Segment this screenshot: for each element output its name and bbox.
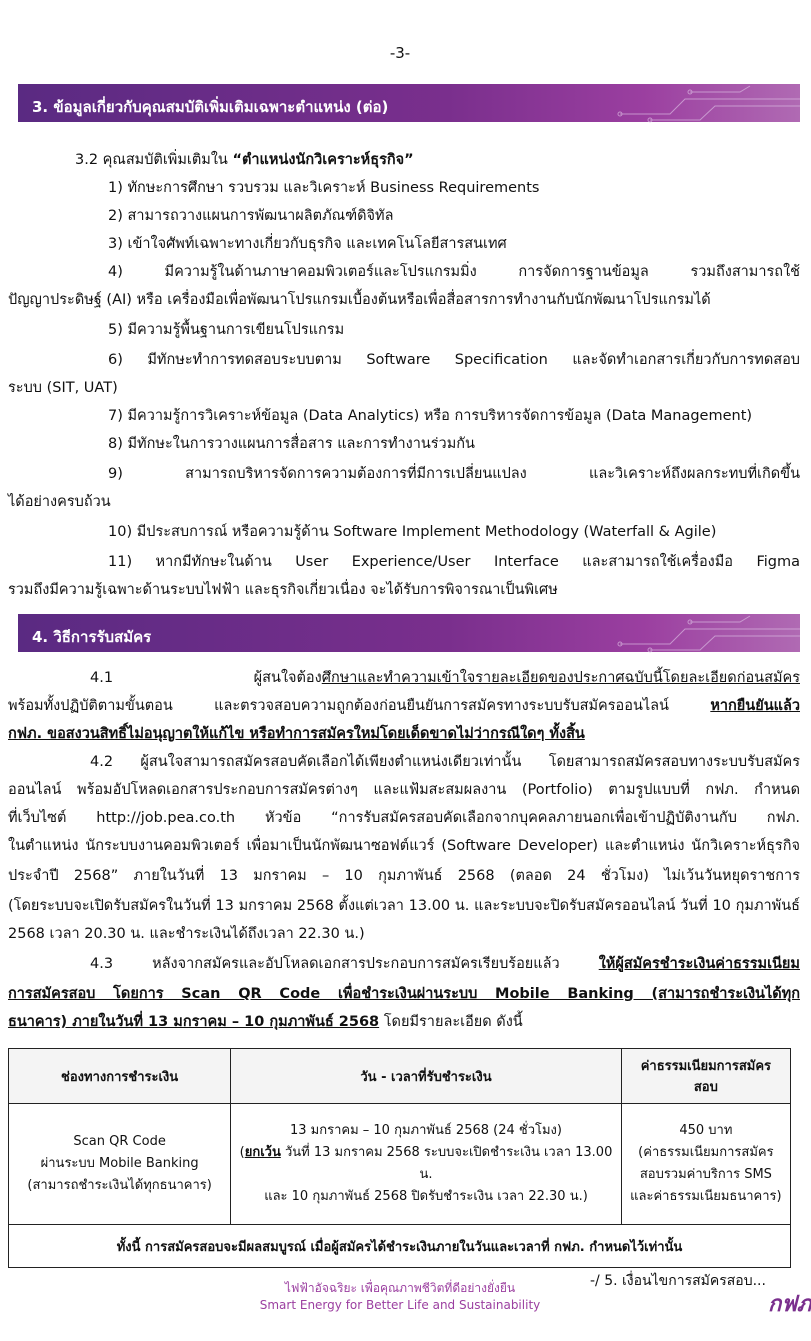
qualification-item: 1) ทักษะการศึกษา รวบรวม และวิเคราะห์ Business Requirements bbox=[108, 180, 540, 196]
section-3-header bbox=[18, 84, 800, 122]
text-span: วันที่ 13 มกราคม 2568 ระบบจะเปิดชำระเงิน เวลา 13.00 น. bbox=[280, 1145, 613, 1182]
paragraph-4-1-line bbox=[90, 668, 800, 688]
table-note: ทั้งนี้ การสมัครสอบจะมีผลสมบูรณ์ เมื่อผู้สมัครได้ชำระเงินภายในวันและเวลาที่ กฟภ. กำหนดไว้เท่านั้น bbox=[9, 1225, 791, 1268]
cell-line: และ 10 กุมภาพันธ์ 2568 ปิดรับชำระเงิน เวลา 22.30 น.) bbox=[264, 1189, 588, 1204]
qualification-item-cont: ได้อย่างครบถ้วน bbox=[8, 494, 111, 510]
paragraph-4-3-line: การสมัครสอบ โดยการ Scan QR Code เพื่อชำระเงินผ่านระบบ Mobile Banking (สามารถชำระเงินได้ทุก bbox=[8, 986, 800, 1002]
cell-line: 13 มกราคม – 10 กุมภาพันธ์ 2568 (24 ชั่วโมง) bbox=[289, 1123, 562, 1138]
paragraph-4-3-line bbox=[8, 1012, 523, 1032]
qualification-item: 5) มีความรู้พื้นฐานการเขียนโปรแกรม bbox=[108, 322, 345, 338]
qualification-item: 11) หากมีทักษะในด้าน User Experience/User Interface และสามารถใช้เครื่องมือ Figma bbox=[108, 554, 800, 570]
qualification-item-cont: ปัญญาประดิษฐ์ (AI) หรือ เครื่องมือเพื่อพัฒนาโปรแกรมเบื้องต้นหรือเพื่อสื่อสารการทำงานกับนักพัฒนาโปรแกรมได้ bbox=[8, 292, 711, 308]
footer-slogan-english: Smart Energy for Better Life and Sustainability bbox=[259, 1298, 541, 1312]
pea-logo-icon: กฟภ bbox=[768, 1292, 811, 1317]
subsection-3-2 bbox=[75, 150, 414, 170]
paragraph-4-1-warning: กฟภ. ขอสงวนสิทธิ์ไม่อนุญาตให้แก้ไข หรือทำการสมัครใหม่โดยเด็ดขาดไม่ว่ากรณีใดๆ ทั้งสิ้น bbox=[8, 726, 585, 742]
qualification-item: 10) มีประสบการณ์ หรือความรู้ด้าน Software Implement Methodology (Waterfall & Agile) bbox=[108, 524, 717, 540]
cell-line bbox=[232, 1142, 620, 1186]
paragraph-4-3-line bbox=[90, 954, 800, 974]
payment-channel-cell bbox=[9, 1104, 231, 1225]
section-3-title: 3. ข้อมูลเกี่ยวกับคุณสมบัติเพิ่มเติมเฉพาะตำแหน่ง (ต่อ) bbox=[32, 98, 389, 116]
underlined-text: ให้ผู้สมัครชำระเงินค่าธรรมเนียม bbox=[598, 956, 800, 972]
paragraph-4-2-line: 2568 เวลา 20.30 น. และชำระเงินได้ถึงเวลา 22.30 น.) bbox=[8, 926, 365, 942]
qualification-item: 6) มีทักษะทำการทดสอบระบบตาม Software Specification และจัดทำเอกสารเกี่ยวกับการทดสอบ bbox=[108, 352, 800, 368]
cell-line: และค่าธรรมเนียมธนาคาร) bbox=[630, 1189, 782, 1204]
subsection-position: “ตำแหน่งนักวิเคราะห์ธุรกิจ” bbox=[232, 152, 414, 168]
cell-line: Scan QR Code bbox=[73, 1134, 166, 1149]
table-note-row bbox=[9, 1225, 791, 1268]
qualification-item: 8) มีทักษะในการวางแผนการสื่อสาร และการทำงานร่วมกัน bbox=[108, 436, 475, 452]
column-header-line: ค่าธรรมเนียมการสมัคร bbox=[640, 1059, 772, 1074]
underlined-text: หากยืนยันแล้ว bbox=[710, 698, 800, 714]
paragraph-4-2-line: ออนไลน์ พร้อมอัปโหลดเอกสารประกอบการสมัครต่างๆ และแฟ้มสะสมผลงาน (Portfolio) ตามรูปแบบที่ กฟภ. กำหนด bbox=[8, 782, 800, 798]
paragraph-4-2-line: ในตำแหน่ง นักระบบงานคอมพิวเตอร์ เพื่อมาเป็นนักพัฒนาซอฟต์แวร์ (Software Developer) และตำแหน่ง นักวิเคราะห์ธุรกิจ bbox=[8, 838, 800, 854]
cell-line: สอบรวมค่าบริการ SMS bbox=[639, 1167, 772, 1182]
column-header-line: สอบ bbox=[693, 1080, 718, 1095]
qualification-item: 3) เข้าใจศัพท์เฉพาะทางเกี่ยวกับธุรกิจ และเทคโนโลยีสารสนเทศ bbox=[108, 236, 507, 252]
underlined-text: ยกเว้น bbox=[244, 1145, 281, 1160]
cell-line: (สามารถชำระเงินได้ทุกธนาคาร) bbox=[27, 1178, 212, 1193]
cell-line: (ค่าธรรมเนียมการสมัคร bbox=[638, 1145, 774, 1160]
page-number: -3- bbox=[389, 44, 411, 62]
qualification-item-cont: รวมถึงมีความรู้เฉพาะด้านระบบไฟฟ้า และธุรกิจเกี่ยวเนื่อง จะได้รับการพิจารณาเป็นพิเศษ bbox=[8, 582, 558, 598]
continuation-marker: -/ 5. เงื่อนไขการสมัครสอบ... bbox=[590, 1273, 766, 1289]
section-4-title: 4. วิธีการรับสมัคร bbox=[32, 628, 152, 646]
paragraph-4-1-line bbox=[8, 696, 800, 716]
cell-line: ผ่านระบบ Mobile Banking bbox=[40, 1156, 199, 1171]
qualification-item: 2) สามารถวางแผนการพัฒนาผลิตภัณฑ์ดิจิทัล bbox=[108, 208, 394, 224]
column-header: วัน - เวลาที่รับชำระเงิน bbox=[231, 1049, 622, 1104]
qualification-item-cont: ระบบ (SIT, UAT) bbox=[8, 380, 118, 396]
paragraph-4-2-line: (โดยระบบจะเปิดรับสมัครในวันที่ 13 มกราคม 2568 ตั้งแต่เวลา 13.00 น. และระบบจะปิดรับสมัครออนไลน์ วันที่ 10 กุมภาพันธ์ bbox=[8, 898, 800, 914]
underlined-text: ธนาคาร) ภายในวันที่ 13 มกราคม – 10 กุมภาพันธ์ 2568 bbox=[8, 1014, 380, 1030]
paragraph-4-2-line: ประจำปี 2568” ภายในวันที่ 13 มกราคม – 10 กุมภาพันธ์ 2568 (ตลอด 24 ชั่วโมง) ไม่เว้นวันหยุดราชการ bbox=[8, 868, 800, 884]
text-span: ( bbox=[239, 1145, 245, 1160]
text-span: 4.1 ผู้สนใจต้อง bbox=[90, 670, 322, 686]
footer-slogan-thai: ไฟฟ้าอัจฉริยะ เพื่อคุณภาพชีวิตที่ดีอย่างยั่งยืน bbox=[284, 1281, 516, 1295]
table-row bbox=[9, 1104, 791, 1225]
paragraph-4-2-line: ที่เว็บไซต์ http://job.pea.co.th หัวข้อ “การรับสมัครสอบคัดเลือกจากบุคคลภายนอกเพื่อเข้าปฏิบัติงานกับ กฟภ. bbox=[8, 810, 800, 826]
circuit-decoration-icon bbox=[580, 84, 800, 122]
text-span: 4.3 หลังจากสมัครและอัปโหลดเอกสารประกอบการสมัครเรียบร้อยแล้ว bbox=[90, 956, 599, 972]
qualification-item: 9) สามารถบริหารจัดการความต้องการที่มีการเปลี่ยนแปลง และวิเคราะห์ถึงผลกระทบที่เกิดขึ้น bbox=[108, 466, 800, 482]
qualification-item: 4) มีความรู้ในด้านภาษาคอมพิวเตอร์และโปรแกรมมิ่ง การจัดการฐานข้อมูล รวมถึงสามารถใช้ bbox=[108, 264, 800, 280]
text-span: โดยมีรายละเอียด ดังนี้ bbox=[379, 1014, 523, 1030]
column-header bbox=[621, 1049, 790, 1104]
column-header: ช่องทางการชำระเงิน bbox=[9, 1049, 231, 1104]
underlined-text: ศึกษาและทำความเข้าใจรายละเอียดของประกาศฉบับนี้โดยละเอียดก่อนสมัคร bbox=[321, 670, 800, 686]
fee-cell bbox=[621, 1104, 790, 1225]
subsection-prefix: 3.2 คุณสมบัติเพิ่มเติมใน bbox=[75, 152, 233, 168]
table-header-row bbox=[9, 1049, 791, 1104]
paragraph-4-2-line: 4.2 ผู้สนใจสามารถสมัครสอบคัดเลือกได้เพียงตำแหน่งเดียวเท่านั้น โดยสามารถสมัครสอบทางระบบรับสมัคร bbox=[90, 754, 800, 770]
payment-time-cell bbox=[231, 1104, 622, 1225]
text-span: พร้อมทั้งปฏิบัติตามขั้นตอน และตรวจสอบความถูกต้องก่อนยืนยันการสมัครทางระบบรับสมัครออนไลน์ bbox=[8, 698, 711, 714]
qualification-item: 7) มีความรู้การวิเคราะห์ข้อมูล (Data Analytics) หรือ การบริหารจัดการข้อมูล (Data Management) bbox=[108, 408, 753, 424]
payment-fee-table bbox=[8, 1048, 791, 1268]
cell-line: 450 บาท bbox=[679, 1123, 733, 1138]
circuit-decoration-icon bbox=[580, 614, 800, 652]
section-4-header bbox=[18, 614, 800, 652]
